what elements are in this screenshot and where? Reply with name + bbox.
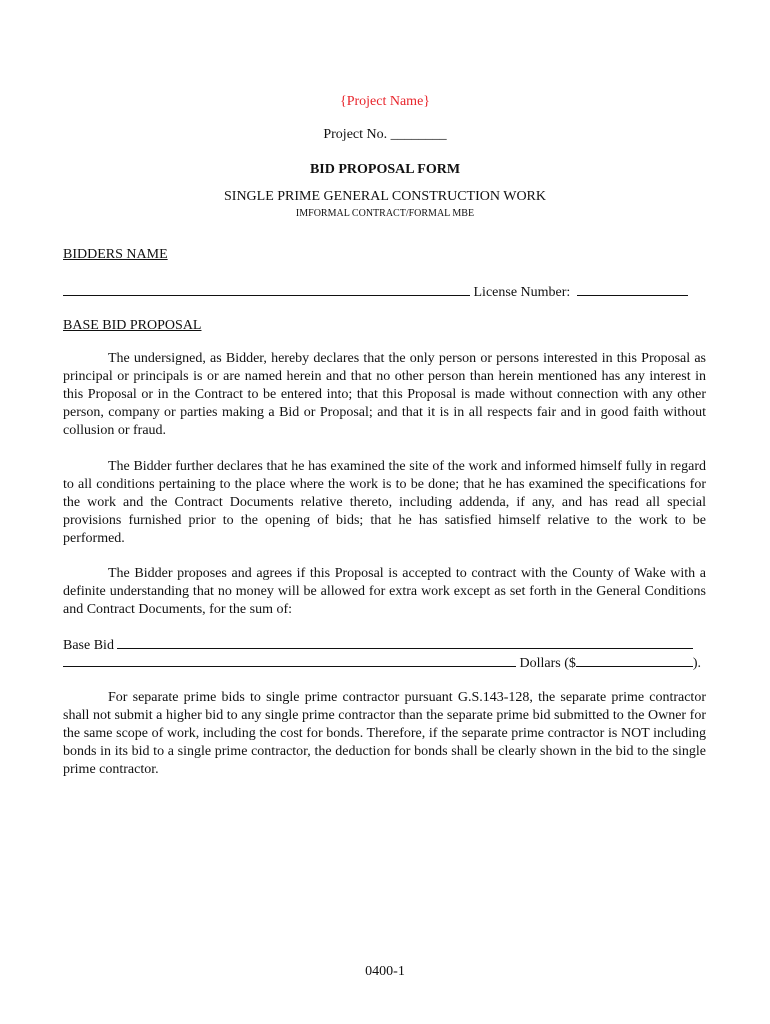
agreement-paragraph: The Bidder proposes and agrees if this Proposal is accepted to contract with the County of Wake with a definite understanding that no money will be allowed for extra work except as set forth in the General Conditions and Contract Documents, for the sum of:: [63, 566, 706, 617]
base-bid-label: Base Bid: [63, 638, 114, 653]
dollars-label: Dollars ($: [519, 656, 576, 671]
bidder-name-field[interactable]: [63, 283, 470, 296]
project-number-value[interactable]: ________: [390, 127, 447, 142]
base-bid-words-field[interactable]: [117, 636, 693, 649]
dollar-amount-field[interactable]: [576, 654, 693, 667]
bidders-name-heading: BIDDERS NAME: [63, 247, 168, 262]
contract-type-note: IMFORMAL CONTRACT/FORMAL MBE: [295, 208, 475, 219]
base-bid-row: [63, 636, 693, 654]
page-number: 0400-1: [365, 964, 405, 979]
license-number-label: License Number:: [473, 285, 571, 300]
dollars-row: [63, 654, 701, 672]
base-bid-words-field-continued[interactable]: [63, 654, 516, 667]
license-number-field[interactable]: [577, 283, 688, 296]
site-examination-paragraph: The Bidder further declares that he has examined the site of the work and informed himself fully in regard to all conditions pertaining to the place where the work is to be done; that he has examined the specifications for the work and the Contract Documents relative thereto, including addenda, if any, and has read all special provisions furnished prior to the opening of bids; that he has satisfied himself relative to the work to be performed.: [63, 459, 706, 546]
separate-prime-paragraph: For separate prime bids to single prime contractor pursuant G.S.143-128, the separate prime contractor shall not submit a higher bid to any single prime contractor than the separate prime bid submitted to the Owner for the same scope of work, including the cost for bonds. Therefore, if the separate prime contractor is NOT including bonds in its bid to a single prime contractor, the deduction for bonds shall be clearly shown in the bid to the single prime contractor.: [63, 690, 706, 777]
form-title: BID PROPOSAL FORM: [309, 162, 461, 177]
dollars-close: ).: [692, 656, 702, 671]
form-subtitle: SINGLE PRIME GENERAL CONSTRUCTION WORK: [224, 189, 546, 204]
base-bid-proposal-heading: BASE BID PROPOSAL: [63, 318, 202, 333]
project-name: {Project Name}: [339, 94, 431, 109]
project-number-line: [0, 127, 770, 143]
bidder-license-row: [63, 283, 688, 301]
project-number-label: Project No.: [323, 127, 388, 142]
declaration-paragraph: The undersigned, as Bidder, hereby declares that the only person or persons interested in this Proposal as principal or principals is or are named herein and that no other person than herein mentioned has any interest in this Proposal or in the Contract to be entered into; that this Proposal is made without connection with any other person, company or parties making a Bid or Proposal; and that it is in all respects fair and in good faith without collusion or fraud.: [63, 351, 706, 438]
